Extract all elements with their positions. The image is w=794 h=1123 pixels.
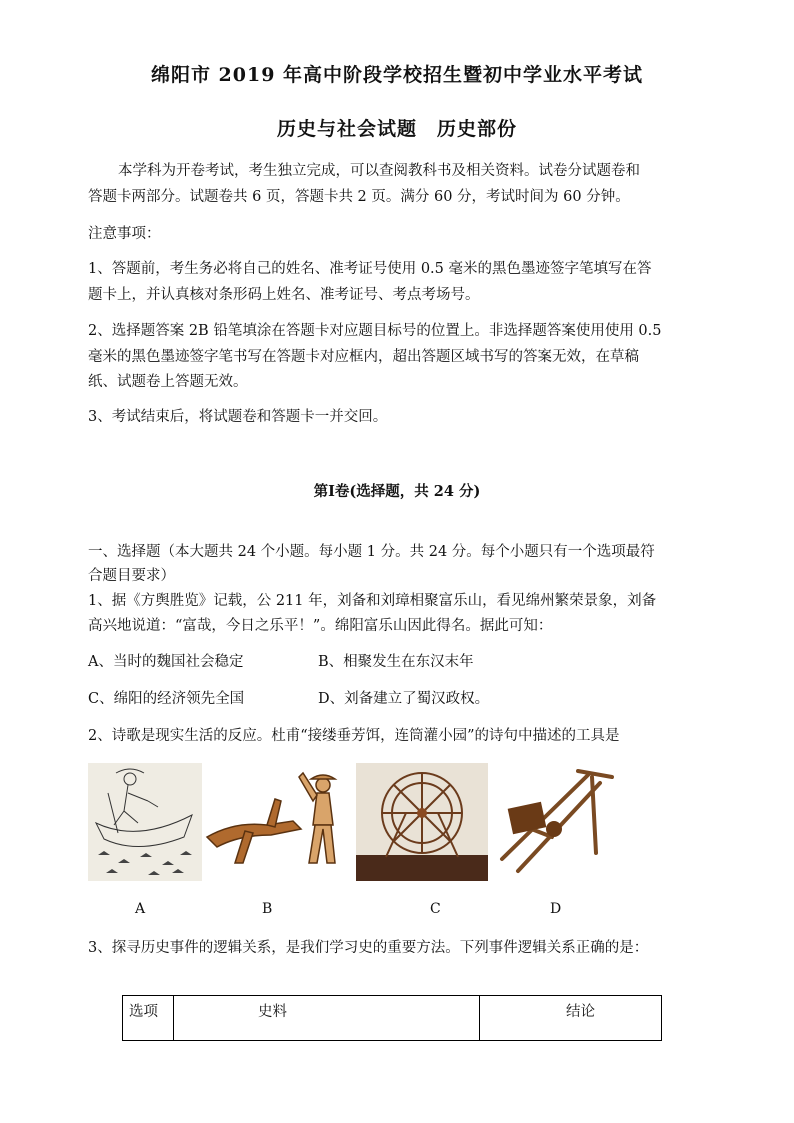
q1-option-b: B、相聚发生在东汉末年 [318,654,474,670]
exam-title: 绵阳市 2019 年高中阶段学校招生暨初中学业水平考试 [150,64,644,86]
q1-stem-line-1: 1、据《方舆胜览》记载，公 211 年，刘备和刘璋相聚富乐山，看见绵州繁荣景象，刘备 [88,593,657,609]
q1-option-a: A、当时的魏国社会稳定 [88,654,244,670]
note-2-line-2: 毫米的黑色墨迹签字笔书写在答题卡对应框内，超出答题区域书写的答案无效，在草稿 [88,349,639,365]
note-1-line-2: 题卡上，并认真核对条形码上姓名、准考证号、考点考场号。 [88,287,480,303]
q1-option-d: D、刘备建立了蜀汉政权。 [318,691,490,707]
q2-label-d: D [550,901,562,917]
note-1-line-1: 1、答题前，考生务必将自己的姓名、准考证号使用 0.5 毫米的黑色墨迹签字笔填写在答 [88,261,652,277]
note-2-line-3: 纸、试题卷上答题无效。 [88,374,248,390]
q3-stem: 3、探寻历史事件的逻辑关系，是我们学习史的重要方法。下列事件逻辑关系正确的是： [88,940,649,956]
q2-label-a: A [135,901,146,917]
table-header-row [123,996,662,1041]
section-title: 第Ⅰ卷(选择题，共 24 分) [313,483,481,500]
note-3: 3、考试结束后，将试题卷和答题卡一并交回。 [88,409,388,425]
q2-picture-b [205,763,353,881]
q3-table [122,995,662,1041]
q3-header-option: 选项 [123,996,174,1041]
notes-heading: 注意事项： [88,226,161,242]
part1-line-1: 一、选择题（本大题共 24 个小题。每小题 1 分。共 24 分。每个小题只有一个选项最符 [88,544,655,560]
q3-header-conclusion: 结论 [480,996,662,1041]
q1-option-c: C、绵阳的经济领先全国 [88,691,245,707]
q1-stem-line-2: 高兴地说道：“富哉，今日之乐平！”。绵阳富乐山因此得名。据此可知： [88,618,553,634]
intro-line-2: 答题卡两部分。试题卷共 6 页，答题卡共 2 页。满分 60 分，考试时间为 60 分钟。 [88,189,630,205]
q2-picture-d [492,763,614,881]
intro-line-1: 本学科为开卷考试，考生独立完成，可以查阅教科书及相关资料。试卷分试题卷和 [118,163,640,179]
note-2-line-1: 2、选择题答案 2B 铅笔填涂在答题卡对应题目标号的位置上。非选择题答案使用使用 0.5 [88,323,662,339]
q3-header-material: 史料 [174,996,480,1041]
q2-label-c: C [430,901,441,917]
exam-subtitle: 历史与社会试题 历史部份 [276,118,517,140]
q2-picture-c [356,763,488,881]
part1-line-2: 合题目要求） [88,568,175,584]
q2-picture-a [88,763,202,881]
q2-stem: 2、诗歌是现实生活的反应。杜甫“接缕垂芳饵，连筒灌小园”的诗句中描述的工具是 [88,728,620,744]
q2-label-b: B [262,901,273,917]
